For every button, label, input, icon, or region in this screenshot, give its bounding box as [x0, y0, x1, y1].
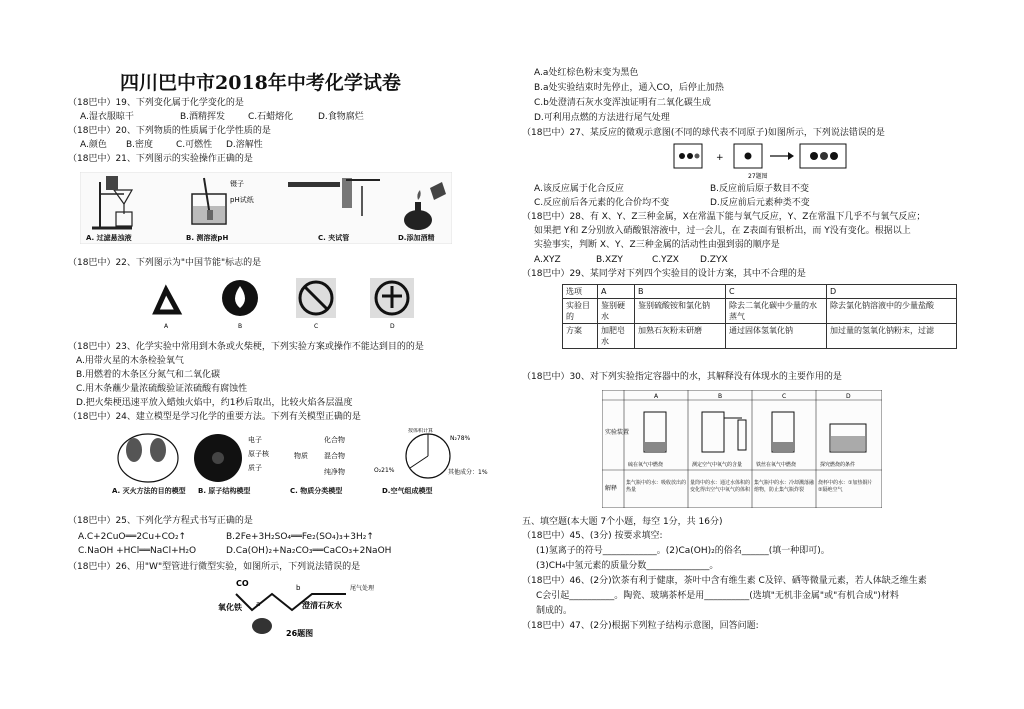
q20-option-a: A.颜色: [80, 140, 107, 150]
q27-option-a: A.该反应属于化合反应: [534, 184, 624, 194]
q30-head-b: B: [718, 393, 723, 400]
q30-cap-b: 测定空气中氧气的含量: [692, 462, 743, 468]
q27-option-d: D.反应前后元素种类不变: [710, 198, 810, 208]
q28-option-a: A.XYZ: [534, 255, 561, 265]
q29-cell: 通过固体氢氧化钠: [726, 324, 827, 349]
q26-option-d: D.可利用点燃的方法进行尾气处理: [534, 113, 670, 123]
q23-option-d: D.把火柴梗迅速平放入蜡烛火焰中，约1秒后取出，比较火焰各层温度: [76, 398, 353, 408]
q29-header-cell: B: [635, 285, 726, 299]
q26-option-b: B.a处实验结束时先停止，通入CO，后停止加热: [534, 83, 724, 93]
q25-option-a: A.C+2CuO══2Cu+CO₂↑: [78, 532, 187, 542]
q22-label-b: B: [238, 323, 243, 330]
substance-label: 物质: [294, 452, 308, 460]
q23-option-c: C.用木条蘸少量浓硫酸验证浓硫酸有腐蚀性: [76, 384, 248, 394]
q24-label-d: D.空气组成模型: [382, 487, 433, 495]
q19-option-a: A.湿衣服晾干: [80, 112, 134, 122]
q26-stem: （18巴中）26、用"W"型管进行微型实验，如图所示，下列说法错误的是: [68, 562, 361, 572]
pure-label: 纯净物: [324, 468, 345, 476]
o2-label: O₂21%: [374, 467, 395, 474]
n2-label: N₂78%: [450, 435, 471, 442]
nucleus-label: 原子核: [248, 450, 269, 458]
q29-header-cell: C: [726, 285, 827, 299]
q24-figure: [108, 428, 498, 510]
q30-head-a: A: [654, 393, 659, 400]
q26-option-c: C.b处澄清石灰水变浑浊证明有二氧化碳生成: [534, 98, 711, 108]
volume-label: 按体积计算: [408, 428, 434, 434]
q29-cell: 鉴别硬水: [598, 299, 635, 324]
q28-option-c: C.YZX: [652, 255, 679, 265]
energy-saving-icon: [370, 278, 414, 318]
q29-cell: 加过量的氢氧化钠粉末，过滤: [827, 324, 957, 349]
q30-expl-b: 量筒中的水：通过水体积的变化得出空气中氧气的体积: [690, 480, 751, 493]
q25-option-c: C.NaOH +HCl══NaCl+H₂O: [78, 546, 197, 556]
q25-stem: （18巴中）25、下列化学方程式书写正确的是: [68, 516, 253, 526]
q29-cell: 除去氯化钠溶液中的少量盐酸: [827, 299, 957, 324]
no-wasting-icon: [296, 278, 336, 318]
q19-option-b: B.酒精挥发: [180, 112, 226, 122]
q26-option-a: A.a处红棕色粉末变为黑色: [534, 68, 639, 78]
q27-option-b: B.反应前后原子数目不变: [710, 184, 810, 194]
point-a-label: a: [256, 600, 261, 608]
co-label: CO: [236, 579, 249, 588]
q28-option-d: D.ZYX: [700, 255, 728, 265]
q29-header-cell: 选项: [563, 285, 598, 299]
section-5-heading: 五、填空题(本大题 7个小题，每空 1分，共 16分): [522, 517, 723, 527]
q30-cap-c: 铁丝在氧气中燃烧: [756, 462, 797, 468]
air-composition-icon: [406, 434, 450, 478]
q21-label-c: C. 夹试管: [318, 234, 350, 242]
q29-cell: 加肥皂水: [598, 324, 635, 349]
q22-stem: （18巴中）22、下列图示为"中国节能"标志的是: [68, 258, 262, 268]
atom-model-icon: [194, 434, 242, 482]
q29-row-purpose: [563, 299, 957, 324]
other-label: 其他成分：1%: [448, 469, 488, 476]
q30-cap-d: 探究燃烧的条件: [820, 462, 856, 468]
q29-cell: 加熟石灰粉末研磨: [635, 324, 726, 349]
q22-figure: [138, 272, 438, 330]
q47-stem: （18巴中）47、(2分)根据下列粒子结构示意图，回答问题:: [522, 621, 759, 631]
water-saving-icon: [222, 280, 258, 316]
q46-line-2: C会引起__________。陶瓷、玻璃茶杯是用__________(选填"无机非金属"或"有机合成")材料: [536, 591, 899, 601]
compound-label: 化合物: [324, 436, 345, 444]
q28-line-1: （18巴中）28、有 X、Y、Z三种金属，X在常温下能与氧气反应，Y、Z在常温下几乎不与氧气反应；: [522, 212, 926, 222]
q22-label-c: C: [314, 323, 319, 330]
q22-label-d: D: [390, 323, 395, 330]
q21-stem: （18巴中）21、下列图示的实验操作正确的是: [68, 154, 253, 164]
q30-expl-a: 集气瓶中的水：吸收放出的热量: [626, 480, 687, 493]
q29-header-cell: D: [827, 285, 957, 299]
q21-label-b: B. 测溶液pH: [186, 234, 229, 242]
page-title: 四川巴中市2018年中考化学试卷: [120, 72, 401, 94]
q29-row-plan: [563, 324, 957, 349]
q19-stem: （18巴中）19、下列变化属于化学变化的是: [68, 98, 244, 108]
q29-cell: 鉴别硫酸铵和氯化钠: [635, 299, 726, 324]
q20-option-c: C.可燃性: [176, 140, 213, 150]
q20-option-d: D.溶解性: [226, 140, 263, 150]
ph-paper-label: pH试纸: [230, 196, 254, 204]
q22-label-a: A: [164, 323, 169, 330]
q24-stem: （18巴中）24、建立模型是学习化学的重要方法。下列有关模型正确的是: [68, 412, 361, 422]
iron-oxide-label: 氧化铁: [218, 603, 242, 612]
q29-table: [562, 284, 957, 349]
q25-option-d: D.Ca(OH)₂+Na₂CO₃══CaCO₃+2NaOH: [226, 546, 392, 556]
q45-stem: （18巴中）45、(3分) 按要求填空:: [522, 531, 663, 541]
q28-line-2: 如果把 Y和 Z分别放入硝酸银溶液中，过一会儿，在 Z表面有银析出，而 Y没有变化。根据以上: [534, 226, 911, 236]
q25-option-b: B.2Fe+3H₂SO₄══Fe₂(SO₄)₃+3H₂↑: [226, 532, 374, 542]
q30-expl-d: 烧杯中的水：①加热铜片 ②隔绝空气: [818, 480, 873, 493]
q46-line-1: （18巴中）46、(2分)饮茶有利于健康，茶叶中含有维生素 C及锌、硒等微量元素，若人体缺乏维生素: [522, 576, 927, 586]
q26-figure: [216, 576, 396, 638]
tweezers-label: 镊子: [230, 180, 244, 188]
q21-label-a: A. 过滤悬浊液: [86, 234, 132, 242]
svg-text:+: +: [716, 153, 724, 163]
q29-cell: 实验目的: [563, 299, 598, 324]
q21-label-d: D.添加酒精: [398, 234, 435, 242]
q28-line-3: 实验事实，判断 X、Y、Z三种金属的活动性由强到弱的顺序是: [534, 240, 780, 250]
point-b-label: b: [296, 584, 301, 592]
q27-figure: [672, 142, 852, 180]
q24-label-a: A. 灭火方法的目的模型: [112, 487, 186, 495]
q30-expl-c: 集气瓶中的水：冷却溅落融熔物，防止集气瓶炸裂: [754, 480, 815, 493]
recycle-icon: [156, 290, 178, 312]
q30-head-c: C: [782, 393, 787, 400]
q30-stem: （18巴中）30、对下列实验指定容器中的水，其解释没有体现水的主要作用的是: [522, 372, 842, 382]
q27-stem: （18巴中）27、某反应的微观示意图(不同的球代表不同原子)如图所示，下列说法错误的是: [522, 128, 885, 138]
q30-row-apparatus: 实验装置: [605, 429, 630, 436]
q24-label-b: B. 原子结构模型: [198, 487, 251, 495]
q45-line-1: (1)氢离子的符号____________。(2)Ca(OH)₂的俗名______(填一种即可)。: [536, 546, 830, 556]
q30-row-explanation: 解释: [605, 485, 618, 492]
q20-stem: （18巴中）20、下列物质的性质属于化学性质的是: [68, 126, 271, 136]
q23-option-b: B.用燃着的木条区分氮气和二氧化碳: [76, 370, 221, 380]
fire-model-icon: [118, 434, 178, 482]
q27-option-c: C.反应前后各元素的化合价均不变: [534, 198, 670, 208]
proton-label: 质子: [248, 464, 262, 472]
q29-cell: 方案: [563, 324, 598, 349]
q26-caption: 26题图: [286, 629, 314, 638]
q45-line-3: (3)CH₄中氢元素的质量分数______________。: [536, 561, 719, 571]
q23-stem: （18巴中）23、化学实验中常用到木条或火柴梗，下列实验方案或操作不能达到目的的是: [68, 342, 424, 352]
limewater-label: 澄清石灰水: [302, 601, 342, 610]
q30-head-d: D: [846, 393, 851, 400]
q28-option-b: B.XZY: [596, 255, 623, 265]
q29-header-cell: A: [598, 285, 635, 299]
q19-option-d: D.食物腐烂: [318, 112, 364, 122]
q19-option-c: C.石蜡熔化: [248, 112, 294, 122]
q21-figure: [80, 172, 452, 244]
q20-option-b: B.密度: [126, 140, 154, 150]
q46-line-3: 制成的。: [536, 606, 573, 616]
q29-cell: 除去二氧化碳中少量的水蒸气: [726, 299, 827, 324]
q27-caption: 27题图: [748, 173, 768, 180]
q29-header-row: [563, 285, 957, 299]
mixture-label: 混合物: [324, 452, 345, 460]
q30-cap-a: 硫在氧气中燃烧: [628, 462, 664, 468]
tail-gas-label: 尾气处理: [350, 585, 375, 592]
q29-stem: （18巴中）29、某同学对下列四个实验目的设计方案，其中不合理的是: [522, 269, 806, 279]
q23-option-a: A.用带火星的木条检验氧气: [76, 356, 184, 366]
electron-label: 电子: [248, 436, 262, 444]
burner-icon: [252, 618, 272, 634]
q24-label-c: C. 物质分类模型: [290, 487, 343, 495]
